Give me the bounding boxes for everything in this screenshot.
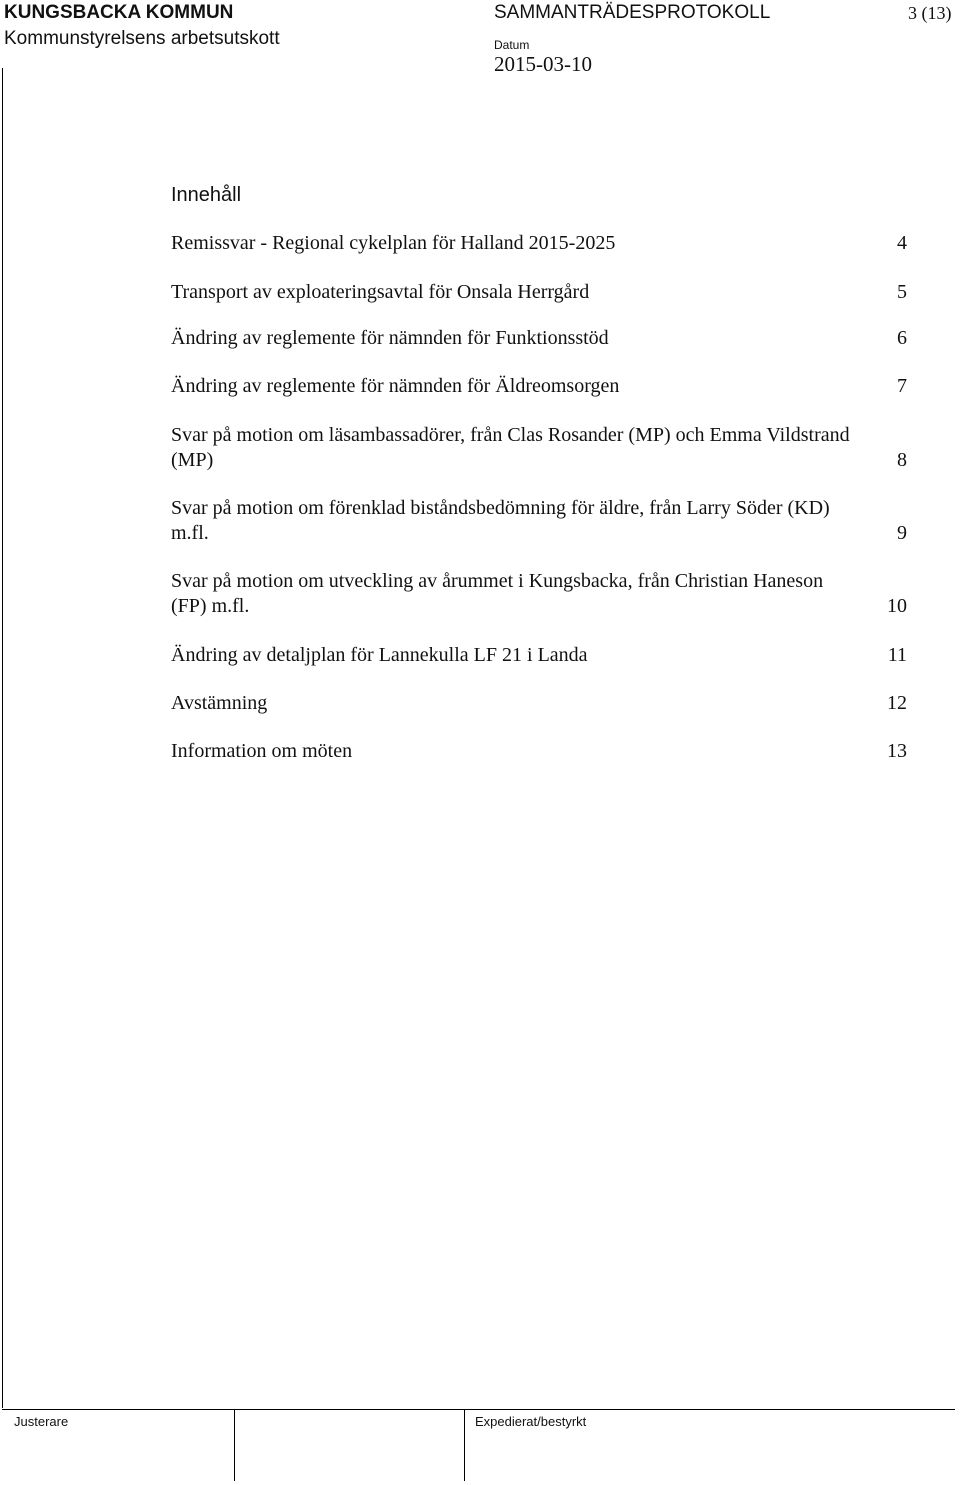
footer-divider [2,1409,955,1410]
toc-entry-page: 7 [897,375,907,397]
toc-entry-title: Remissvar - Regional cykelplan för Halland 2015-2025 [171,232,616,254]
footer-column-divider [464,1409,465,1481]
toc-entry [171,374,911,399]
toc-entry-page: 5 [897,281,907,303]
department-name: Kommunstyrelsens arbetsutskott [4,28,280,49]
toc-entry-page: 13 [887,740,907,762]
footer-justerare-label: Justerare [14,1414,69,1429]
toc-entry [171,423,911,472]
page-number: 3 (13) [908,3,952,23]
toc-entry [171,691,911,716]
toc-entry-title: Svar på motion om utveckling av årummet i Kungsbacka, från Christian Haneson (FP) m.fl. [171,570,824,617]
left-margin-rule [2,68,3,1408]
toc-entry-page: 9 [897,521,907,544]
toc-entry-title: Ändring av reglemente för nämnden för Funktionsstöd [171,327,609,349]
organization-name: KUNGSBACKA KOMMUN [4,2,234,23]
date-value: 2015-03-10 [494,52,592,76]
toc-entry [171,496,911,545]
toc-entry [171,739,911,764]
toc-entry-page: 12 [887,692,907,714]
toc-entry-title: Information om möten [171,740,353,762]
toc-entry-title: Ändring av reglemente för nämnden för Äldreomsorgen [171,375,620,397]
footer-expedierat-label: Expedierat/bestyrkt [475,1414,587,1429]
toc-entry-page: 10 [887,594,907,617]
toc-entry [171,569,911,618]
toc-entry-title: Svar på motion om förenklad biståndsbedömning för äldre, från Larry Söder (KD) m.fl. [171,497,830,544]
toc-entry-page: 8 [897,448,907,471]
toc-entry [171,643,911,668]
document-type: SAMMANTRÄDESPROTOKOLL [494,2,771,23]
toc-entry-title: Svar på motion om läsambassadörer, från Clas Rosander (MP) och Emma Vildstrand (MP) [171,424,850,471]
toc-entry-page: 6 [897,327,907,349]
toc-entry [171,280,911,305]
toc-entry-title: Avstämning [171,692,268,714]
toc-entry [171,231,911,256]
toc-entry-title: Ändring av detaljplan för Lannekulla LF 21 i Landa [171,644,588,666]
toc-entry-page: 11 [887,644,907,666]
toc-entry [171,326,911,351]
date-label: Datum [494,38,530,52]
footer-column-divider [234,1409,235,1481]
toc-entry-title: Transport av exploateringsavtal för Onsala Herrgård [171,281,590,303]
toc-heading: Innehåll [171,184,242,206]
toc-entry-page: 4 [897,232,907,254]
